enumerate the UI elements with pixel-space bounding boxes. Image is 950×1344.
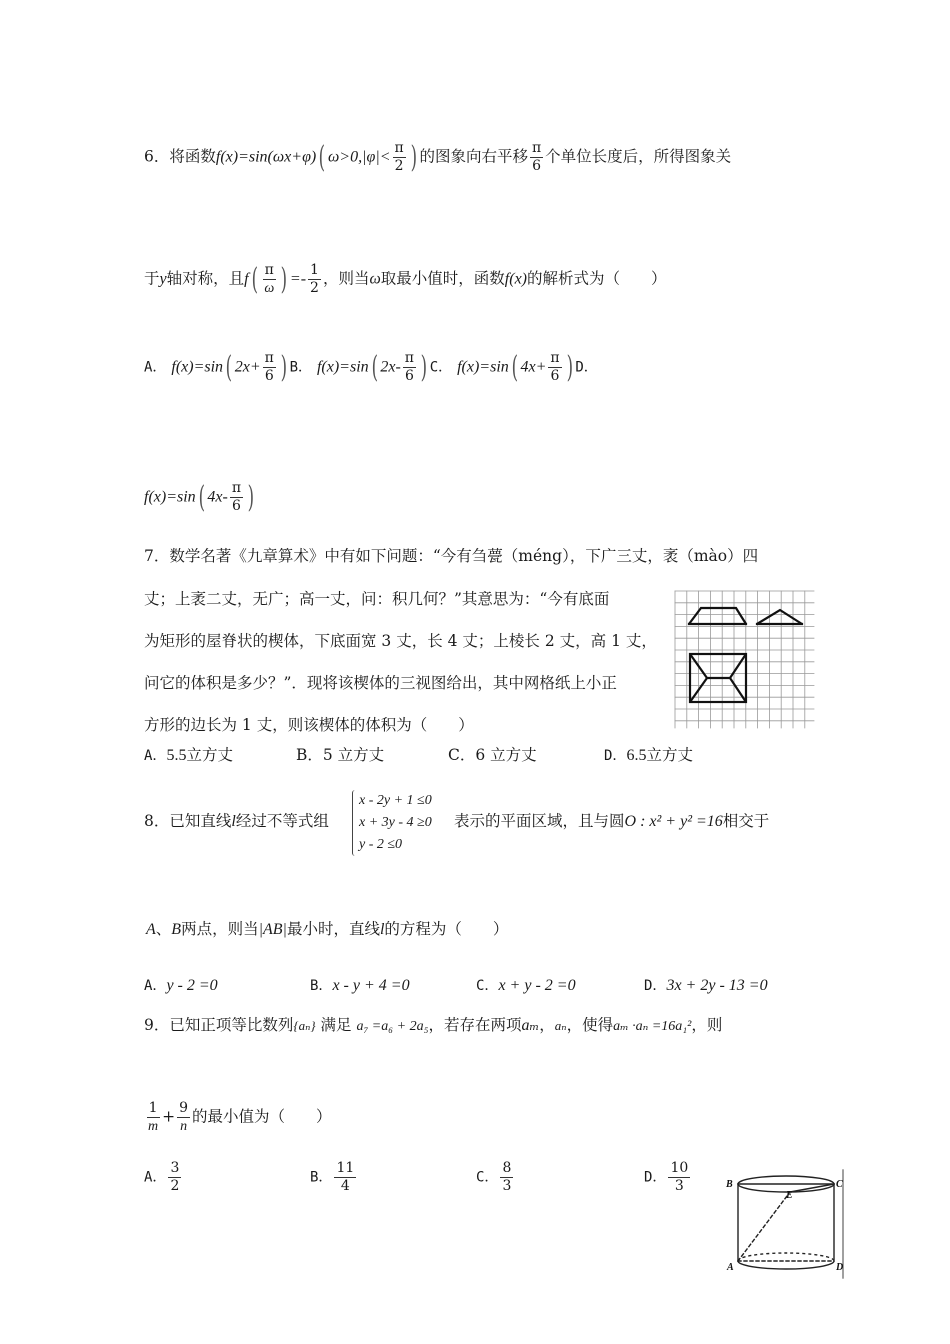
q6-pi-over-omega xyxy=(262,262,276,297)
q9-condition: a₇ =a₆ + 2a₅ xyxy=(356,1019,429,1034)
q7-line3: 为矩形的屋脊状的楔体，下底面宽 3 丈，长 4 丈；上棱长 2 丈，高 1 丈， xyxy=(144,632,657,650)
q9-option-d xyxy=(644,1160,692,1195)
q9-text: ，则 xyxy=(691,1016,723,1034)
q6-option-a-arg: 2x+ xyxy=(234,358,261,376)
label: D． xyxy=(644,1169,667,1186)
cylinder-figure xyxy=(724,1168,848,1280)
den: 6 xyxy=(532,158,542,174)
q7-line2: 丈；上袤二丈，无广；高一丈，问：积几何？”其意思为：“今有底面 xyxy=(144,590,610,608)
q6-option-b-label: B． xyxy=(289,359,313,376)
q8-line-l: l xyxy=(231,813,236,830)
num: 8 xyxy=(502,1160,512,1176)
num: π xyxy=(394,140,404,156)
q8-text: 两点，则当 xyxy=(181,920,259,938)
q8-text: 表示的平面区域，且与圆 xyxy=(454,812,625,830)
q9-option-c xyxy=(476,1160,515,1195)
q6-option-c-arg: 4x+ xyxy=(520,358,547,376)
frac xyxy=(403,350,416,385)
q8-text: 8．已知直线 xyxy=(144,812,232,830)
q8-option-b xyxy=(310,974,410,997)
q6-text: 于 xyxy=(144,269,160,288)
q8-option-c xyxy=(476,974,576,997)
plus: + xyxy=(162,1107,176,1126)
q8-ineq1: x - 2y + 1 ≤0 xyxy=(359,793,432,808)
den: 4 xyxy=(340,1178,350,1194)
q6-option-d-row xyxy=(144,480,257,515)
q8-ab: |AB| xyxy=(258,921,287,938)
paren-close: ) xyxy=(280,261,288,297)
q7-option-c: C．6 立方丈 xyxy=(448,746,537,764)
q7-option-d-unit: 立方丈 xyxy=(646,746,693,764)
den: 3 xyxy=(674,1178,684,1194)
num: 9 xyxy=(179,1100,189,1116)
q9-text: 的最小值为（ ） xyxy=(192,1107,332,1126)
q6-fx: f(x) xyxy=(504,270,527,288)
num: π xyxy=(531,140,542,156)
segment-ae xyxy=(738,1192,790,1261)
label: C． xyxy=(476,978,499,994)
label-c: C xyxy=(836,1179,843,1190)
q9-text: 9．已知正项等比数列 xyxy=(144,1016,294,1034)
q6-line2 xyxy=(144,262,667,297)
q9-comma: ， xyxy=(539,1016,555,1034)
paren-close: ) xyxy=(280,349,287,385)
q7-option-d-value: 6.5 xyxy=(626,747,647,764)
q7-options xyxy=(144,744,233,767)
label: A． xyxy=(144,1169,167,1186)
paren-open: ( xyxy=(251,261,258,297)
q6-text: 6．将函数 xyxy=(144,147,216,166)
label: A． xyxy=(144,978,167,994)
q6-option-c-label: C． xyxy=(429,359,453,376)
three-view-grid-figure xyxy=(674,590,816,730)
den: 2 xyxy=(394,158,404,174)
q8-option-a xyxy=(144,974,218,997)
q8-text: 经过不等式组 xyxy=(235,812,329,830)
front-view-top xyxy=(689,608,746,624)
value: x + y - 2 =0 xyxy=(498,977,576,994)
q9-line1 xyxy=(144,1014,722,1038)
paren-open: ( xyxy=(511,349,518,385)
frac xyxy=(230,480,243,515)
q9-option-a xyxy=(144,1160,183,1195)
q6-option-a-label: A． xyxy=(144,359,167,376)
q6-y: y xyxy=(159,270,167,288)
value: y - 2 =0 xyxy=(166,977,218,994)
paren-close: ) xyxy=(410,139,417,175)
den: 2 xyxy=(310,280,319,296)
q9-am: aₘ xyxy=(521,1017,540,1034)
num: 1 xyxy=(310,262,319,278)
q8-line-l: l xyxy=(379,921,385,938)
q9-text: 满足 xyxy=(320,1016,352,1034)
den: 6 xyxy=(404,368,414,384)
den: n xyxy=(180,1119,188,1134)
q8-line2 xyxy=(146,918,508,941)
q6-text: 取最小值时，函数 xyxy=(380,269,505,288)
paren-open: ( xyxy=(371,349,378,385)
den: 6 xyxy=(264,368,274,384)
q6-pi-over-2 xyxy=(393,140,406,175)
label: B． xyxy=(310,978,333,994)
frac xyxy=(548,350,561,385)
label-b: B xyxy=(726,1179,733,1190)
q6-text: 个单位长度后，所得图象关 xyxy=(545,147,732,166)
q7-option-a-label: A． xyxy=(144,748,167,764)
side-view xyxy=(757,610,802,624)
frac-1-m xyxy=(146,1100,160,1135)
value: 3x + 2y - 13 =0 xyxy=(666,977,768,994)
q9-seq: {aₙ} xyxy=(293,1018,316,1033)
value: x - y + 4 =0 xyxy=(332,977,410,994)
label-d: D xyxy=(836,1262,844,1273)
den: 6 xyxy=(231,498,241,514)
q6-text: 轴对称，且 xyxy=(166,269,245,288)
q6-omega: ω xyxy=(369,270,381,288)
q6-option-d-label: D． xyxy=(575,359,598,376)
bottom-front-arc xyxy=(738,1261,834,1269)
q8-text: 最小时，直线 xyxy=(286,920,380,938)
frac xyxy=(500,1160,513,1195)
frac xyxy=(263,350,276,385)
q9-product: aₘ ·aₙ =16a₁² xyxy=(613,1019,692,1034)
q6-line1 xyxy=(144,140,731,175)
num: π xyxy=(404,350,414,366)
q8-point-b: B xyxy=(171,921,182,938)
paren-open: ( xyxy=(198,479,205,515)
frac-9-n xyxy=(177,1100,190,1135)
label: B． xyxy=(310,1169,333,1186)
num: π xyxy=(264,262,274,278)
den: m xyxy=(148,1119,159,1134)
q8-line1 xyxy=(144,810,329,833)
q9-line2 xyxy=(144,1100,332,1135)
q6-option-c: f(x)=sin xyxy=(457,358,509,376)
q7-line5: 方形的边长为 1 丈，则该楔体的体积为（ ） xyxy=(144,716,474,734)
q8-circle: O : x² + y² =16 xyxy=(624,813,723,830)
num: 10 xyxy=(670,1160,689,1176)
q6-text: 的解析式为（ ） xyxy=(527,269,667,288)
den: 6 xyxy=(550,368,560,384)
num: 3 xyxy=(170,1160,180,1176)
label-a: A xyxy=(727,1262,734,1273)
q8-point-a: A xyxy=(146,921,156,938)
q7-option-d xyxy=(604,744,693,767)
q6-option-b: f(x)=sin xyxy=(316,358,369,376)
q8-text: 相交于 xyxy=(722,812,770,830)
q6-condition: ω>0,|φ|< xyxy=(327,148,391,166)
frac xyxy=(668,1160,690,1195)
num: π xyxy=(264,350,274,366)
label-e: E xyxy=(786,1190,793,1201)
q8-ineq2: x + 3y - 4 ≥0 xyxy=(359,815,432,830)
q6-option-d-arg: 4x- xyxy=(207,488,228,506)
q8-text: 的方程为（ ） xyxy=(384,920,509,938)
q7-option-d-label: D． xyxy=(604,748,627,764)
q6-text: 的图象向右平移 xyxy=(419,147,528,166)
top-view-right xyxy=(730,654,746,702)
q7-option-b: B．5 立方丈 xyxy=(296,746,385,764)
paren-close: ) xyxy=(420,349,428,385)
num: 1 xyxy=(148,1100,158,1116)
paren-close: ) xyxy=(566,349,573,385)
q9-option-b xyxy=(310,1160,358,1195)
label: C． xyxy=(476,1169,499,1186)
num: π xyxy=(550,350,560,366)
num: π xyxy=(231,480,242,496)
q7-option-a-unit: 立方丈 xyxy=(186,746,233,764)
frac xyxy=(168,1160,181,1195)
q6-eq: =- xyxy=(289,270,307,288)
q6-shift xyxy=(530,140,543,175)
den: ω xyxy=(264,281,275,296)
q7-line1: 7．数学名著《九章算术》中有如下问题：“今有刍甍（méng），下广三丈，袤（mào）四 xyxy=(144,547,759,565)
den: 3 xyxy=(502,1178,512,1194)
q7-option-a-value: 5.5 xyxy=(166,747,187,764)
q8-inequality-system xyxy=(352,790,432,856)
q7-line4: 问它的体积是多少？”．现将该楔体的三视图给出，其中网格纸上小正 xyxy=(144,674,617,692)
q8-option-d xyxy=(644,974,768,997)
q6-option-d: f(x)=sin xyxy=(144,488,196,506)
q6-options xyxy=(144,350,598,385)
q6-text: ，则当 xyxy=(322,269,370,288)
frac xyxy=(334,1160,356,1195)
q8-sep: 、 xyxy=(155,920,172,938)
q8-ineq3: y - 2 ≤0 xyxy=(359,837,403,852)
q9-an: aₙ xyxy=(554,1018,567,1033)
paren-open: ( xyxy=(318,139,326,175)
q9-text: ，使得 xyxy=(566,1016,614,1034)
q9-text: ，若存在两项 xyxy=(428,1016,522,1034)
num: 11 xyxy=(336,1160,355,1176)
q6-half xyxy=(308,262,321,297)
q6-function: f(x)=sin(ωx+φ) xyxy=(215,148,317,166)
q6-f: f xyxy=(244,270,249,288)
den: 2 xyxy=(170,1178,180,1194)
bottom-back-arc xyxy=(738,1253,834,1261)
paren-close: ) xyxy=(247,479,255,515)
paren-open: ( xyxy=(225,349,233,385)
q8-line1b xyxy=(454,810,769,833)
label: D． xyxy=(644,978,667,994)
q6-option-a: f(x)=sin xyxy=(171,358,224,376)
q6-option-b-arg: 2x- xyxy=(380,358,401,376)
